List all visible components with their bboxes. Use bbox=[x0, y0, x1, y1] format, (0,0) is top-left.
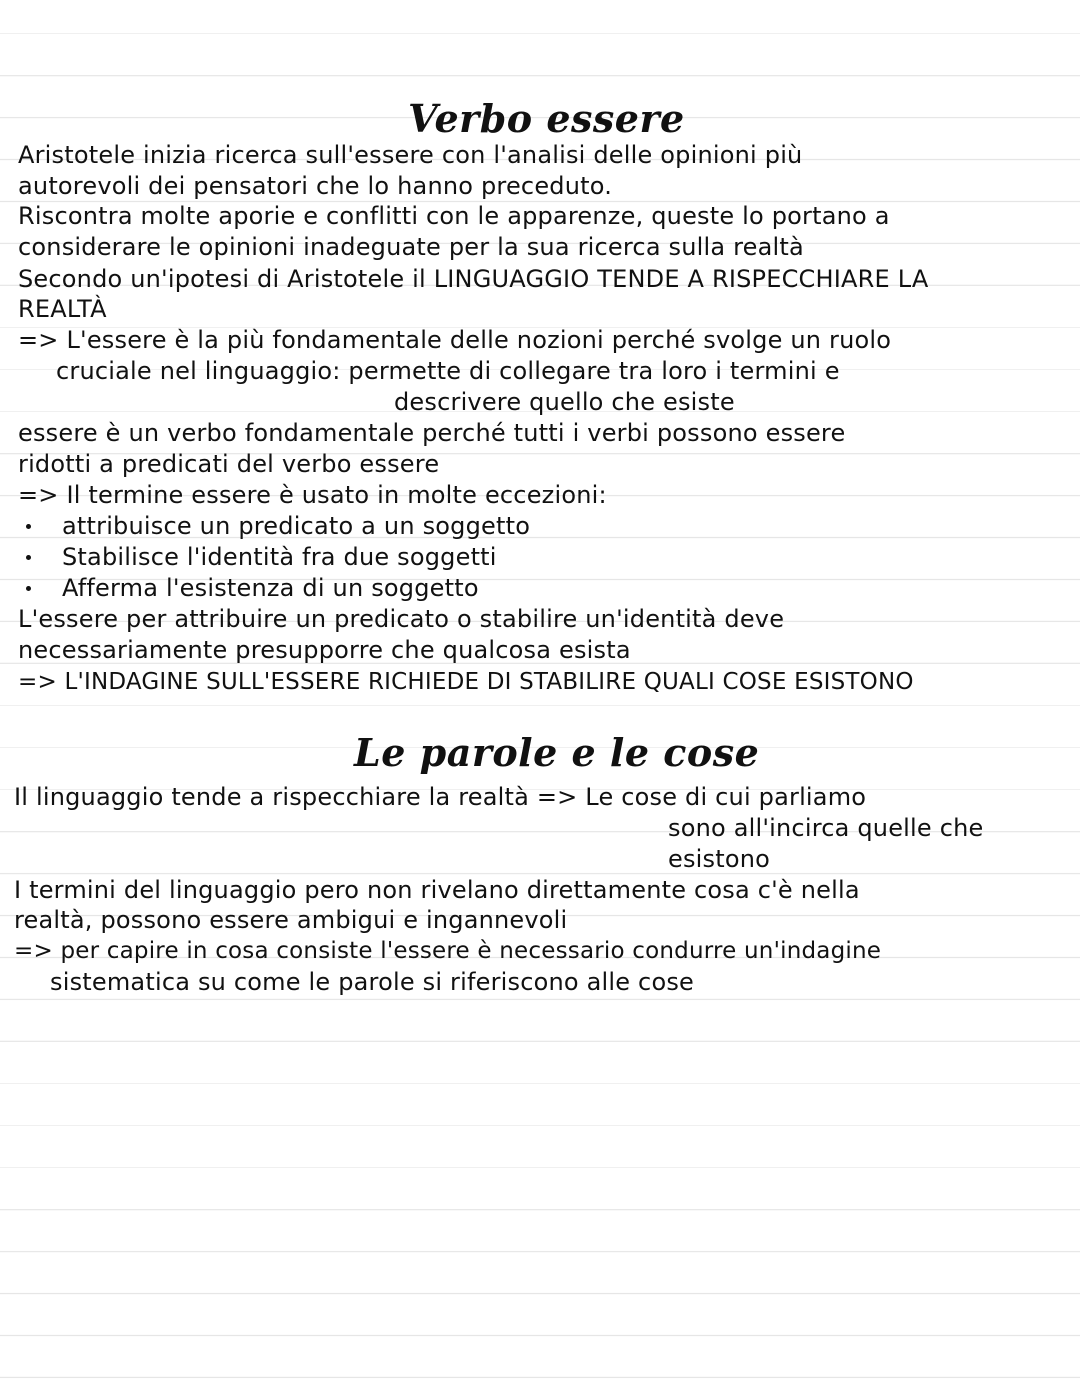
text-line: descrivere quello che esiste bbox=[394, 388, 735, 416]
section-title-le-parole-e-le-cose: Le parole e le cose bbox=[354, 730, 760, 775]
text-line: ridotti a predicati del verbo essere bbox=[18, 450, 440, 478]
text-line: => L'essere è la più fondamentale delle nozioni perché svolge un ruolo bbox=[18, 326, 892, 354]
bullet-dot bbox=[26, 586, 31, 591]
bullet-dot bbox=[26, 524, 31, 529]
bullet-item: attribuisce un predicato a un soggetto bbox=[62, 512, 531, 540]
text-line: I termini del linguaggio pero non rivelano direttamente cosa c'è nella bbox=[14, 876, 860, 904]
bullet-dot bbox=[26, 555, 31, 560]
text-line: essere è un verbo fondamentale perché tutti i verbi possono essere bbox=[18, 419, 846, 447]
text-line: Secondo un'ipotesi di Aristotele il LINGUAGGIO TENDE A RISPECCHIARE LA bbox=[18, 265, 929, 293]
text-line: REALTÀ bbox=[18, 295, 107, 323]
text-line: L'essere per attribuire un predicato o stabilire un'identità deve bbox=[18, 605, 785, 633]
text-line: autorevoli dei pensatori che lo hanno preceduto. bbox=[18, 172, 613, 200]
text-line: considerare le opinioni inadeguate per la sua ricerca sulla realtà bbox=[18, 233, 804, 261]
text-line: Riscontra molte aporie e conflitti con le apparenze, queste lo portano a bbox=[18, 202, 890, 230]
text-line: Il linguaggio tende a rispecchiare la realtà => Le cose di cui parliamo bbox=[14, 783, 867, 811]
bullet-item: Stabilisce l'identità fra due soggetti bbox=[62, 543, 497, 571]
text-line: Aristotele inizia ricerca sull'essere con l'analisi delle opinioni più bbox=[18, 141, 803, 169]
text-line: necessariamente presupporre che qualcosa esista bbox=[18, 636, 631, 664]
text-line: => per capire in cosa consiste l'essere è necessario condurre un'indagine bbox=[14, 938, 882, 964]
text-line: sistematica su come le parole si riferiscono alle cose bbox=[50, 968, 695, 996]
text-line: => L'INDAGINE SULL'ESSERE RICHIEDE DI STABILIRE QUALI COSE ESISTONO bbox=[18, 669, 914, 695]
bullet-item: Afferma l'esistenza di un soggetto bbox=[62, 574, 479, 602]
section-title-verbo-essere: Verbo essere bbox=[408, 96, 685, 141]
text-line: realtà, possono essere ambigui e ingannevoli bbox=[14, 906, 568, 934]
text-line: => Il termine essere è usato in molte eccezioni: bbox=[18, 481, 607, 509]
text-line: cruciale nel linguaggio: permette di collegare tra loro i termini e bbox=[56, 357, 840, 385]
text-line: sono all'incirca quelle che bbox=[668, 814, 984, 842]
text-line: esistono bbox=[668, 845, 771, 873]
